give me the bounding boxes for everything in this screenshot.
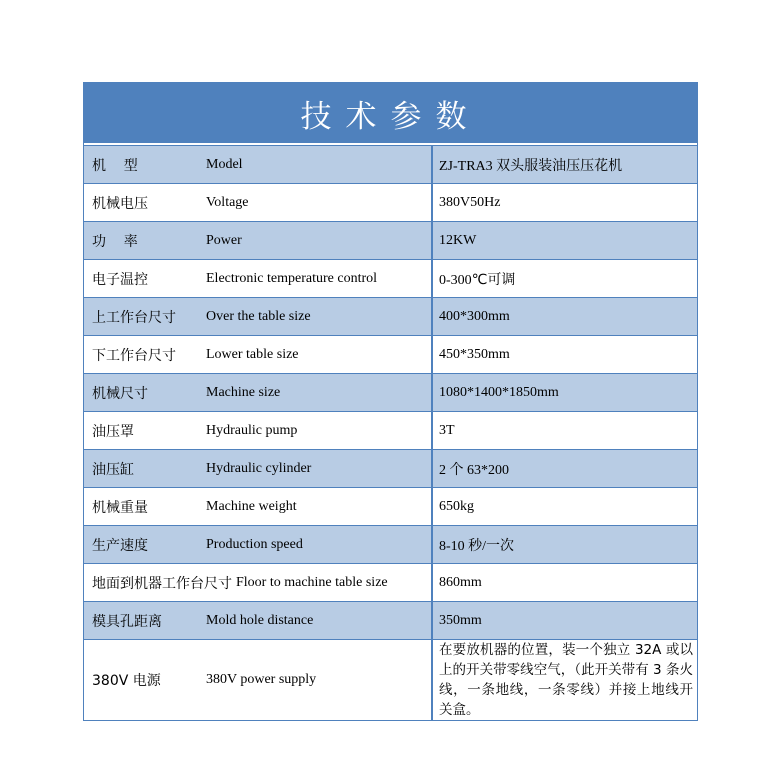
table-row <box>84 601 697 639</box>
param-value: 0-300℃可调 <box>439 272 516 288</box>
param-value: 450*350mm <box>439 346 510 362</box>
param-label <box>84 564 433 601</box>
param-name-cn: 机械电压 <box>92 195 148 212</box>
param-value: 650kg <box>439 498 474 514</box>
param-label <box>84 602 433 639</box>
param-label <box>84 260 433 297</box>
table-row <box>84 487 697 525</box>
table-row <box>84 335 697 373</box>
param-name-en: Mold hole distance <box>206 612 314 628</box>
param-name-cn: 油压缸 <box>92 461 134 478</box>
param-name-en: 380V power supply <box>206 672 317 687</box>
table-row <box>84 639 697 720</box>
table-row <box>84 449 697 487</box>
param-label <box>84 184 433 221</box>
param-label <box>84 146 433 183</box>
param-label <box>84 222 433 259</box>
param-name-cn: 油压罩 <box>92 423 134 440</box>
param-label <box>84 526 433 563</box>
table-row <box>84 563 697 601</box>
param-name-cn: 机械重量 <box>92 499 148 516</box>
table-row <box>84 221 697 259</box>
param-value: 350mm <box>439 612 482 628</box>
param-name-en: Floor to machine table size <box>236 574 388 590</box>
param-name-en: Production speed <box>206 536 303 552</box>
param-value: 380V50Hz <box>439 194 501 210</box>
param-name-cn: 功 率 <box>92 233 138 250</box>
param-name-cn: 地面到机器工作台尺寸 <box>92 575 232 592</box>
table-row <box>84 183 697 221</box>
param-name-en: Model <box>206 156 243 172</box>
param-label <box>84 374 433 411</box>
param-name-cn: 生产速度 <box>92 537 148 554</box>
param-name-en: Hydraulic pump <box>206 422 298 438</box>
param-name-en: Power <box>206 232 242 248</box>
table-row <box>84 373 697 411</box>
table-row <box>84 145 697 183</box>
param-value: 12KW <box>439 232 477 248</box>
param-name-cn: 机械尺寸 <box>92 385 148 402</box>
param-name-cn: 上工作台尺寸 <box>92 309 176 326</box>
param-label <box>84 640 433 720</box>
param-label <box>84 450 433 487</box>
param-value: 400*300mm <box>439 308 510 324</box>
param-name-cn: 电子温控 <box>92 271 148 288</box>
param-label <box>84 488 433 525</box>
param-value: 3T <box>439 422 455 438</box>
param-label <box>84 412 433 449</box>
param-value: ZJ-TRA3 双头服装油压压花机 <box>439 158 623 174</box>
param-name-en: Machine weight <box>206 498 297 514</box>
param-name-en: Lower table size <box>206 346 299 362</box>
param-name-en: Voltage <box>206 194 249 210</box>
spec-table <box>83 82 698 721</box>
param-name-en: Over the table size <box>206 308 311 324</box>
table-row <box>84 525 697 563</box>
param-value: 8-10 秒/一次 <box>439 538 515 554</box>
param-name-cn: 下工作台尺寸 <box>92 347 176 364</box>
param-name-cn: 380V 电源 <box>92 673 161 689</box>
table-row <box>84 411 697 449</box>
param-value: 在要放机器的位置，装一个独立 32A 或以上的开关带零线空气，（此开关带有 3 条火线，一条地线，一条零线）并接上地线开关盒。 <box>439 642 693 718</box>
table-row <box>84 259 697 297</box>
param-value: 1080*1400*1850mm <box>439 384 559 400</box>
table-row <box>84 297 697 335</box>
param-value: 2 个 63*200 <box>439 462 509 478</box>
param-value: 860mm <box>439 574 482 590</box>
param-name-cn: 机 型 <box>92 157 138 174</box>
param-name-en: Electronic temperature control <box>206 270 378 286</box>
param-name-cn: 模具孔距离 <box>92 613 162 630</box>
param-label <box>84 298 433 335</box>
param-name-en: Machine size <box>206 384 281 400</box>
param-name-en: Hydraulic cylinder <box>206 460 312 476</box>
param-label <box>84 336 433 373</box>
table-title: 技术参数 <box>84 83 697 145</box>
